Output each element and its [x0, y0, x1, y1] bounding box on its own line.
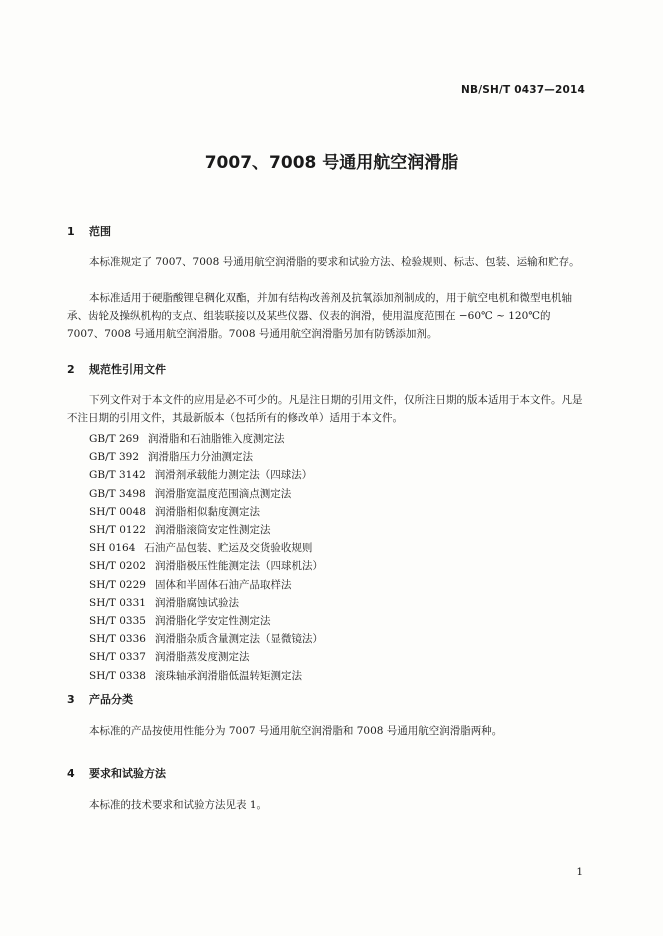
- reference-name: 润滑脂杂质含量测定法（显微镜法）: [154, 633, 323, 646]
- reference-code: SH/T 0048: [89, 505, 146, 518]
- list-item: [89, 667, 323, 685]
- paragraph: 本标准规定了 7007、7008 号通用航空润滑脂的要求和试验方法、检验规则、标志、包装、运输和贮存。: [89, 256, 580, 268]
- reference-code: SH/T 0202: [89, 560, 146, 573]
- section-title: 范围: [89, 225, 111, 238]
- paragraph: 下列文件对于本文件的应用是必不可少的。凡是注日期的引用文件，仅所注日期的版本适用于本文件。凡是不注日期的引用文件，其最新版本（包括所有的修改单）适用于本文件。: [67, 394, 583, 424]
- reference-code: SH/T 0338: [89, 669, 146, 682]
- reference-code: SH 0164: [89, 542, 136, 555]
- reference-code: SH/T 0122: [89, 524, 146, 537]
- section-number: 1: [67, 225, 75, 238]
- paragraph: 本标准的技术要求和试验方法见表 1。: [89, 799, 268, 811]
- reference-list: [89, 430, 323, 685]
- list-item: [89, 521, 323, 539]
- reference-name: 润滑脂和石油脂锥入度测定法: [148, 433, 285, 445]
- document-title: 7007、7008 号通用航空润滑脂: [204, 153, 459, 173]
- list-item: [89, 557, 323, 575]
- reference-name: 润滑脂相似黏度测定法: [154, 505, 260, 518]
- reference-name: 润滑脂宽温度范围滴点测定法: [154, 487, 292, 500]
- reference-code: GB/T 269: [89, 433, 140, 445]
- reference-name: 滚珠轴承润滑脂低温转矩测定法: [154, 669, 302, 682]
- reference-name: 润滑脂极压性能测定法（四球机法）: [154, 560, 323, 573]
- reference-name: 润滑脂滚筒安定性测定法: [154, 524, 271, 537]
- reference-name: 润滑剂承载能力测定法（四球法）: [154, 469, 313, 482]
- list-item: [89, 594, 323, 612]
- list-item: [89, 612, 323, 630]
- list-item: [89, 630, 323, 648]
- list-item: [89, 503, 323, 521]
- list-item: [89, 448, 323, 466]
- reference-code: SH/T 0335: [89, 615, 146, 628]
- reference-name: 石油产品包装、贮运及交货验收规则: [144, 542, 313, 555]
- list-item: [89, 648, 323, 666]
- section-title: 产品分类: [89, 693, 133, 706]
- section-heading-normative-references: [67, 361, 166, 377]
- section-number: 4: [67, 767, 75, 780]
- list-item: [89, 430, 323, 448]
- section-title: 要求和试验方法: [89, 767, 166, 780]
- list-item: [89, 485, 323, 503]
- reference-code: SH/T 0331: [89, 596, 146, 609]
- reference-name: 润滑脂化学安定性测定法: [154, 615, 271, 628]
- section-number: 3: [67, 693, 75, 706]
- reference-code: SH/T 0336: [89, 633, 146, 646]
- list-item: [89, 576, 323, 594]
- paragraph: 本标准的产品按使用性能分为 7007 号通用航空润滑脂和 7008 号通用航空润滑脂两种。: [89, 725, 503, 737]
- reference-name: 润滑脂蒸发度测定法: [154, 651, 250, 664]
- section-heading-requirements: [67, 765, 166, 781]
- reference-code: GB/T 392: [89, 451, 140, 464]
- standard-number: NB/SH/T 0437—2014: [461, 84, 585, 96]
- section-title: 规范性引用文件: [89, 363, 166, 376]
- list-item: [89, 539, 323, 557]
- reference-name: 润滑脂腐蚀试验法: [154, 596, 239, 609]
- reference-code: SH/T 0337: [89, 651, 146, 664]
- page-number: 1: [576, 866, 583, 878]
- reference-name: 固体和半固体石油产品取样法: [154, 578, 292, 591]
- reference-name: 润滑脂压力分油测定法: [148, 451, 254, 464]
- section-heading-product-classification: [67, 691, 133, 707]
- list-item: [89, 466, 323, 484]
- section-number: 2: [67, 363, 75, 376]
- reference-code: SH/T 0229: [89, 578, 146, 591]
- paragraph: 本标准适用于硬脂酸锂皂稠化双酯，并加有结构改善剂及抗氧添加剂制成的，用于航空电机和微型电机轴承、齿轮及操纵机构的支点、组装联接以及某些仪器、仪表的润滑，使用温度范围在 −60℃ ~ 120℃的 7007、7008 号通用航空润滑脂。7008 号通用航空润滑脂另加有防锈添加剂。: [67, 292, 572, 340]
- reference-code: GB/T 3142: [89, 469, 146, 482]
- section-heading-scope: [67, 223, 111, 239]
- reference-code: GB/T 3498: [89, 487, 146, 500]
